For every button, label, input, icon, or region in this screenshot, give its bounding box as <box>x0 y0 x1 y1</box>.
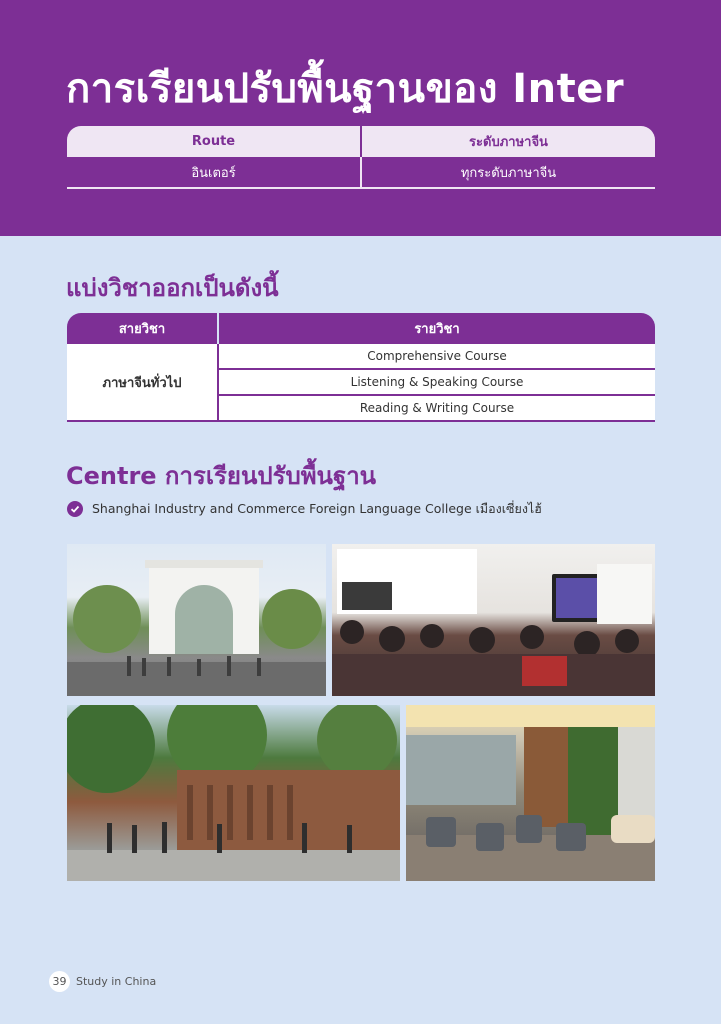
course-item: Comprehensive Course <box>367 349 507 363</box>
route-cell-level: ทุกระดับภาษาจีน <box>460 165 557 181</box>
check-circle-icon <box>67 501 83 517</box>
subjects-header-courses: รายวิชา <box>414 322 460 337</box>
page-title: การเรียนปรับพื้นฐานของ Inter <box>66 66 625 112</box>
campus-walkway-photo <box>67 705 400 881</box>
centre-title: Centre การเรียนปรับพื้นฐาน <box>66 462 377 490</box>
page-number: 39 <box>49 971 70 992</box>
route-cell-route: อินเตอร์ <box>67 157 362 187</box>
route-header-level: ระดับภาษาจีน <box>469 135 548 150</box>
page-footer <box>49 971 156 992</box>
subjects-title: แบ่งวิชาออกเป็นดังนี้ <box>66 274 279 302</box>
classroom-photo <box>332 544 655 696</box>
subjects-header-category: สายวิชา <box>67 313 219 344</box>
route-table-header <box>67 126 655 157</box>
course-item: Listening & Speaking Course <box>219 368 655 394</box>
subjects-category: ภาษาจีนทั่วไป <box>67 344 219 420</box>
route-table <box>67 126 655 189</box>
route-table-row <box>67 157 655 189</box>
footer-text: Study in China <box>76 975 157 988</box>
campus-gate-photo <box>67 544 326 696</box>
route-header-route: Route <box>67 126 362 157</box>
course-item: Reading & Writing Course <box>219 394 655 420</box>
header-banner <box>0 0 721 236</box>
subjects-table-body <box>67 344 655 422</box>
centre-item <box>67 499 542 519</box>
centre-item-text: Shanghai Industry and Commerce Foreign Language College เมืองเซี่ยงไฮ้ <box>92 501 542 516</box>
course-list <box>219 344 655 420</box>
cafe-lounge-photo <box>406 705 655 881</box>
subjects-table-header <box>67 313 655 344</box>
subjects-table <box>67 313 655 422</box>
